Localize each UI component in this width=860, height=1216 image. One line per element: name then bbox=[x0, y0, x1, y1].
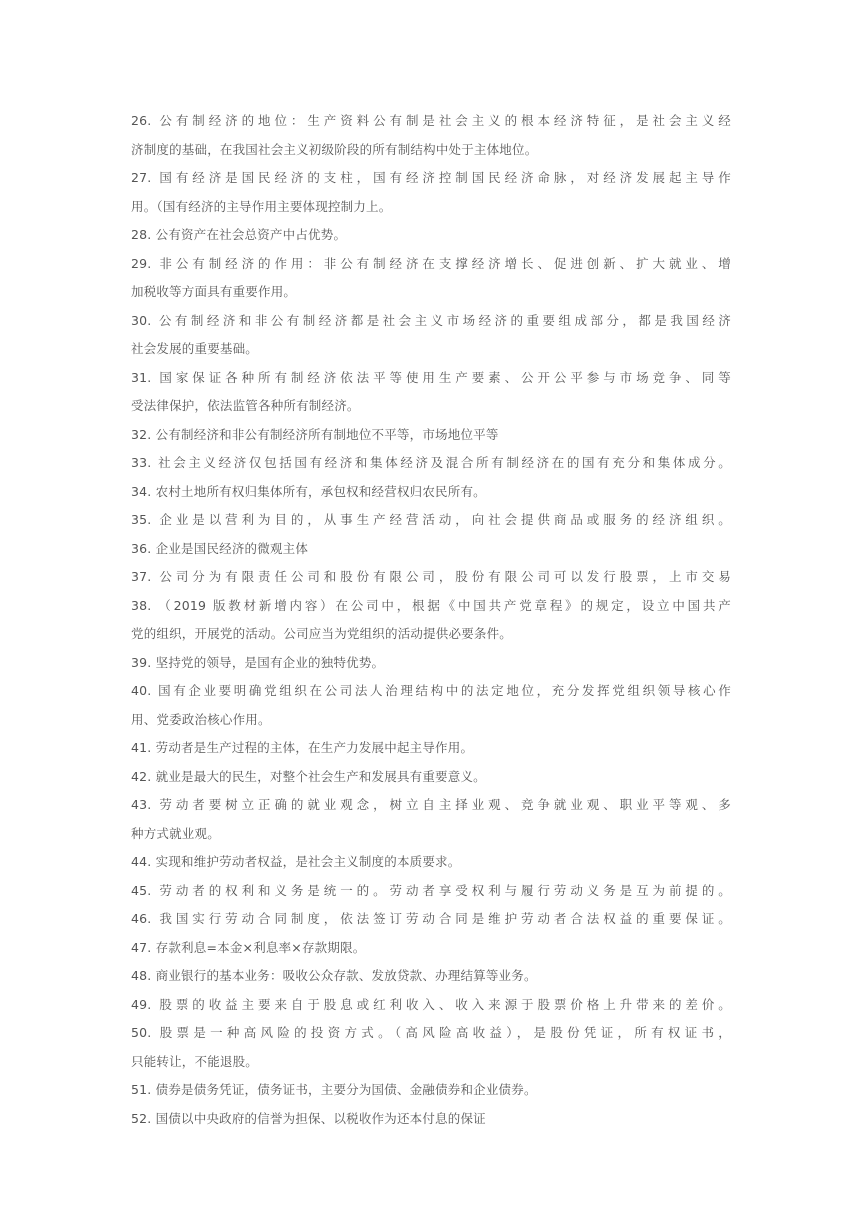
text-line: 用、党委政治核心作用。 bbox=[131, 711, 271, 727]
text-line: 40. 国有企业要明确党组织在公司法人治理结构中的法定地位，充分发挥党组织领导核心作 bbox=[131, 683, 731, 698]
text-line: 30. 公有制经济和非公有制经济都是社会主义市场经济的重要组成部分，都是我国经济 bbox=[131, 312, 731, 328]
text-line: 48. 商业银行的基本业务：吸收公众存款、发放贷款、办理结算等业务。 bbox=[131, 968, 537, 983]
text-line: 35. 企业是以营利为目的，从事生产经营活动，向社会提供商品或服务的经济组织。 bbox=[131, 512, 731, 527]
text-line: 50. 股票是一种高风险的投资方式。（高风险高收益），是股份凭证，所有权证书， bbox=[131, 1025, 731, 1040]
text-line: 31. 国家保证各种所有制经济依法平等使用生产要素、公开公平参与市场竞争、同等 bbox=[131, 369, 731, 385]
text-line: 27. 国有经济是国民经济的支柱，国有经济控制国民经济命脉，对经济发展起主导作 bbox=[131, 170, 731, 185]
text-line: 38. （2019 版教材新增内容）在公司中，根据《中国共产党章程》的规定，设立中国共产 bbox=[131, 597, 731, 613]
text-line: 44. 实现和维护劳动者权益，是社会主义制度的本质要求。 bbox=[131, 854, 461, 869]
text-line: 26. 公有制经济的地位：生产资料公有制是社会主义的根本经济特征，是社会主义经 bbox=[131, 113, 731, 128]
text-line: 28. 公有资产在社会总资产中占优势。 bbox=[131, 227, 347, 242]
text-line: 只能转让，不能退股。 bbox=[131, 1053, 259, 1069]
document-body bbox=[131, 107, 731, 1133]
text-line: 49. 股票的收益主要来自于股息或红利收入、收入来源于股票价格上升带来的差价。 bbox=[131, 996, 731, 1012]
text-line: 受法律保护，依法监管各种所有制经济。 bbox=[131, 398, 360, 413]
text-line: 种方式就业观。 bbox=[131, 825, 220, 841]
text-line: 42. 就业是最大的民生，对整个社会生产和发展具有重要意义。 bbox=[131, 768, 486, 784]
text-line: 加税收等方面具有重要作用。 bbox=[131, 284, 297, 299]
text-line: 46. 我国实行劳动合同制度，依法签订劳动合同是维护劳动者合法权益的重要保证。 bbox=[131, 911, 731, 926]
text-line: 45. 劳动者的权利和义务是统一的。劳动者享受权利与履行劳动义务是互为前提的。 bbox=[131, 882, 731, 898]
text-line: 33. 社会主义经济仅包括国有经济和集体经济及混合所有制经济在的国有充分和集体成分。 bbox=[131, 455, 731, 470]
text-line: 37. 公司分为有限责任公司和股份有限公司，股份有限公司可以发行股票，上市交易 bbox=[131, 569, 731, 584]
text-line: 34. 农村土地所有权归集体所有，承包权和经营权归农民所有。 bbox=[131, 483, 486, 499]
text-line: 济制度的基础，在我国社会主义初级阶段的所有制结构中处于主体地位。 bbox=[131, 141, 538, 157]
text-line: 社会发展的重要基础。 bbox=[131, 341, 259, 356]
text-line: 41. 劳动者是生产过程的主体，在生产力发展中起主导作用。 bbox=[131, 740, 474, 755]
text-line: 29. 非公有制经济的作用：非公有制经济在支撑经济增长、促进创新、扩大就业、增 bbox=[131, 255, 731, 271]
text-line: 52. 国债以中央政府的信誉为担保、以税收作为还本付息的保证 bbox=[131, 1110, 486, 1126]
text-line: 43. 劳动者要树立正确的就业观念，树立自主择业观、竞争就业观、职业平等观、多 bbox=[131, 797, 731, 812]
text-line: 32. 公有制经济和非公有制经济所有制地位不平等，市场地位平等 bbox=[131, 426, 499, 442]
text-line: 51. 债券是债务凭证，债务证书，主要分为国债、金融债券和企业债券。 bbox=[131, 1082, 537, 1097]
text-line: 36. 企业是国民经济的微观主体 bbox=[131, 540, 309, 556]
text-line: 党的组织，开展党的活动。公司应当为党组织的活动提供必要条件。 bbox=[131, 626, 513, 641]
text-line: 47. 存款利息=本金×利息率×存款期限。 bbox=[131, 939, 366, 955]
text-line: 用。（国有经济的主导作用主要体现控制力上。 bbox=[131, 198, 392, 214]
text-line: 39. 坚持党的领导，是国有企业的独特优势。 bbox=[131, 654, 385, 670]
